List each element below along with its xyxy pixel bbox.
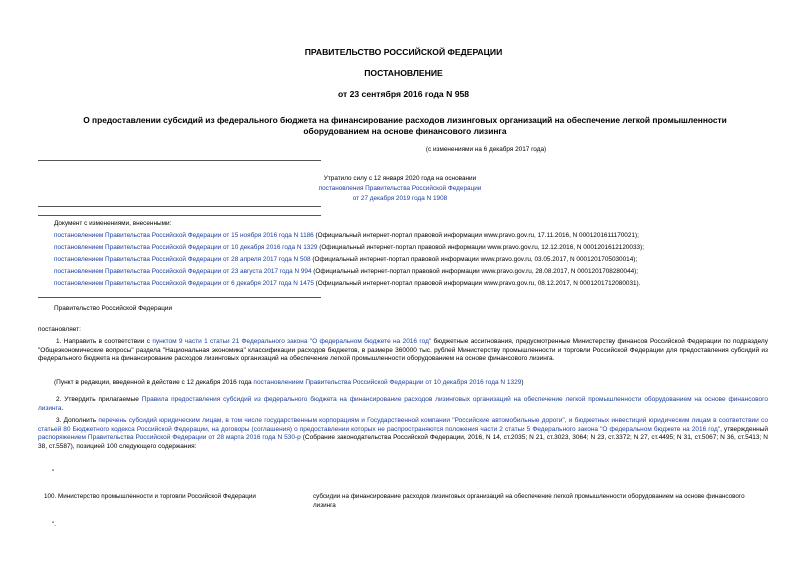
amendment-link[interactable]: постановлением Правительства Российской Федерации от 6 декабря 2017 года N 1475 bbox=[54, 280, 314, 287]
expired-link-date[interactable]: от 27 декабря 2019 года N 1908 bbox=[352, 195, 448, 202]
list-link[interactable]: перечень субсидий юридическим лицам, в том числе государственным корпорациям и Государственной компании "Российские автомобильные дороги", и бюджетных инвестиций юридическим лицам в соответствии со статьей 80 Бюджетного кодекса Российской Федерации, на договоры (соглашения) о предоставлении которых не распространяются положения части 2 статьи 5 Федерального закона "О федеральном бюджете на 2016 год" bbox=[38, 417, 768, 433]
list-item: постановлением Правительства Российской Федерации от 6 декабря 2017 года N 1475 (Официальный интернет-портал правовой информации www.pravo.gov.ru, 08.12.2017, N 0001201712080031). bbox=[54, 280, 641, 287]
list-item: постановлением Правительства Российской Федерации от 23 августа 2017 года N 994 (Официальный интернет-портал правовой информации www.pravo.gov.ru, 28.08.2017, N 0001201708280044); bbox=[54, 268, 639, 275]
paragraph-1-note: (Пункт в редакции, введенной в действие с 12 декабря 2016 года постановлением Правительства Российской Федерации от 10 декабря 2016 года N 1329) bbox=[54, 379, 524, 386]
paragraph-1: 1. Направить в соответствии с пунктом 9 части 1 статьи 21 Федерального закона "О федеральном бюджете на 2016 год" бюджетные ассигнования, предусмотренные Министерству финансов Российской Федерации по подразделу "Общеэкономические вопросы" раздела "Национальная экономика" классификации расходов бюджетов, в размере 360000 тыс. рублей Министерству промышленности и торговли Российской Федерации для предоставления субсидий из федерального бюджета на финансирование расходов лизинговых организаций на обеспечение легкой промышленности оборудованием на основе финансового лизинга. bbox=[38, 338, 768, 363]
document-date-number: от 23 сентября 2016 года N 958 bbox=[337, 89, 470, 99]
amendment-link[interactable]: постановлением Правительства Российской Федерации от 28 апреля 2017 года N 508 bbox=[54, 256, 311, 263]
list-item: постановлением Правительства Российской Федерации от 10 декабря 2016 года N 1329 (Официальный интернет-портал правовой информации www.pravo.gov.ru, 12.12.2016, N 0001201612120033); bbox=[54, 244, 645, 251]
divider bbox=[38, 206, 321, 207]
table-cell-right: субсидии на финансирование расходов лизинговых организаций на обеспечение легкой промышленности оборудованием на основе финансового лизинга bbox=[313, 493, 745, 509]
issuer: Правительство Российской Федерации bbox=[54, 305, 173, 312]
expired-link-decree[interactable]: постановления Правительства Российской Федерации bbox=[318, 185, 482, 192]
quote-open: " bbox=[52, 469, 55, 476]
amendment-link[interactable]: постановлением Правительства Российской Федерации от 10 декабря 2016 года N 1329 bbox=[253, 379, 522, 386]
divider bbox=[38, 297, 321, 298]
divider bbox=[38, 160, 321, 161]
rules-link[interactable]: Правила предоставления субсидий из федерального бюджета на финансирование расходов лизинговых организаций на обеспечение легкой промышленности оборудованием на основе финансового лизинга bbox=[38, 396, 768, 412]
amendment-link[interactable]: постановлением Правительства Российской Федерации от 10 декабря 2016 года N 1329 bbox=[54, 244, 318, 251]
paragraph-3: 3. Дополнить перечень субсидий юридическим лицам, в том числе государственным корпорациям и Государственной компании "Российские автомобильные дороги", и бюджетных инвестиций юридическим лицам в соответствии со статьей 80 Бюджетного кодекса Российской Федерации, на договоры (соглашения) о предоставлении которых не распространяются положения части 2 статьи 5 Федерального закона "О федеральном бюджете на 2016 год", утвержденный распоряжением Правительства Российской Федерации от 28 марта 2016 года N 530-р (Собрание законодательства Российской Федерации, 2016, N 14, ст.2035; N 21, ст.3023, 3064; N 23, ст.3372; N 27, ст.4495; N 31, ст.5067; N 36, ст.5413; N 38, ст.5587), позицией 100 следующего содержания: bbox=[38, 417, 769, 450]
law-link[interactable]: пунктом 9 части 1 статьи 21 Федерального закона "О федеральном бюджете на 2016 год" bbox=[152, 338, 432, 345]
government-name: ПРАВИТЕЛЬСТВО РОССИЙСКОЙ ФЕДЕРАЦИИ bbox=[304, 47, 503, 57]
amendment-note: (с изменениями на 6 декабря 2017 года) bbox=[425, 146, 547, 153]
expired-note bbox=[230, 174, 570, 204]
amendment-link[interactable]: постановлением Правительства Российской Федерации от 23 августа 2017 года N 994 bbox=[54, 268, 312, 275]
document-title: О предоставлении субсидий из федерального бюджета на финансирование расходов лизинговых организаций на обеспечение легкой промышленности оборудованием на основе финансового лизинга bbox=[83, 115, 727, 136]
decrees-label: постановляет: bbox=[38, 326, 81, 333]
amendment-link[interactable]: постановлением Правительства Российской Федерации от 15 ноября 2016 года N 1186 bbox=[54, 232, 314, 239]
divider bbox=[38, 215, 321, 216]
changes-intro: Документ с изменениями, внесенными: bbox=[54, 220, 172, 227]
list-item: постановлением Правительства Российской Федерации от 28 апреля 2017 года N 508 (Официальный интернет-портал правовой информации www.pravo.gov.ru, 03.05.2017, N 0001201705030014); bbox=[54, 256, 638, 263]
paragraph-2: 2. Утвердить прилагаемые Правила предоставления субсидий из федерального бюджета на финансирование расходов лизинговых организаций на обеспечение легкой промышленности оборудованием на основе финансового лизинга. bbox=[38, 396, 768, 412]
document-type: ПОСТАНОВЛЕНИЕ bbox=[364, 68, 443, 78]
list-item: постановлением Правительства Российской Федерации от 15 ноября 2016 года N 1186 (Официальный интернет-портал правовой информации www.pravo.gov.ru, 17.11.2016, N 0001201611170021); bbox=[54, 232, 639, 239]
table-cell-left: 100. Министерство промышленности и торговли Российской Федерации bbox=[44, 493, 256, 500]
order-link[interactable]: распоряжением Правительства Российской Федерации от 28 марта 2016 года N 530-р bbox=[38, 434, 301, 442]
quote-close: ". bbox=[52, 521, 56, 528]
expired-text: Утратило силу с 12 января 2020 года на основании bbox=[323, 175, 477, 182]
